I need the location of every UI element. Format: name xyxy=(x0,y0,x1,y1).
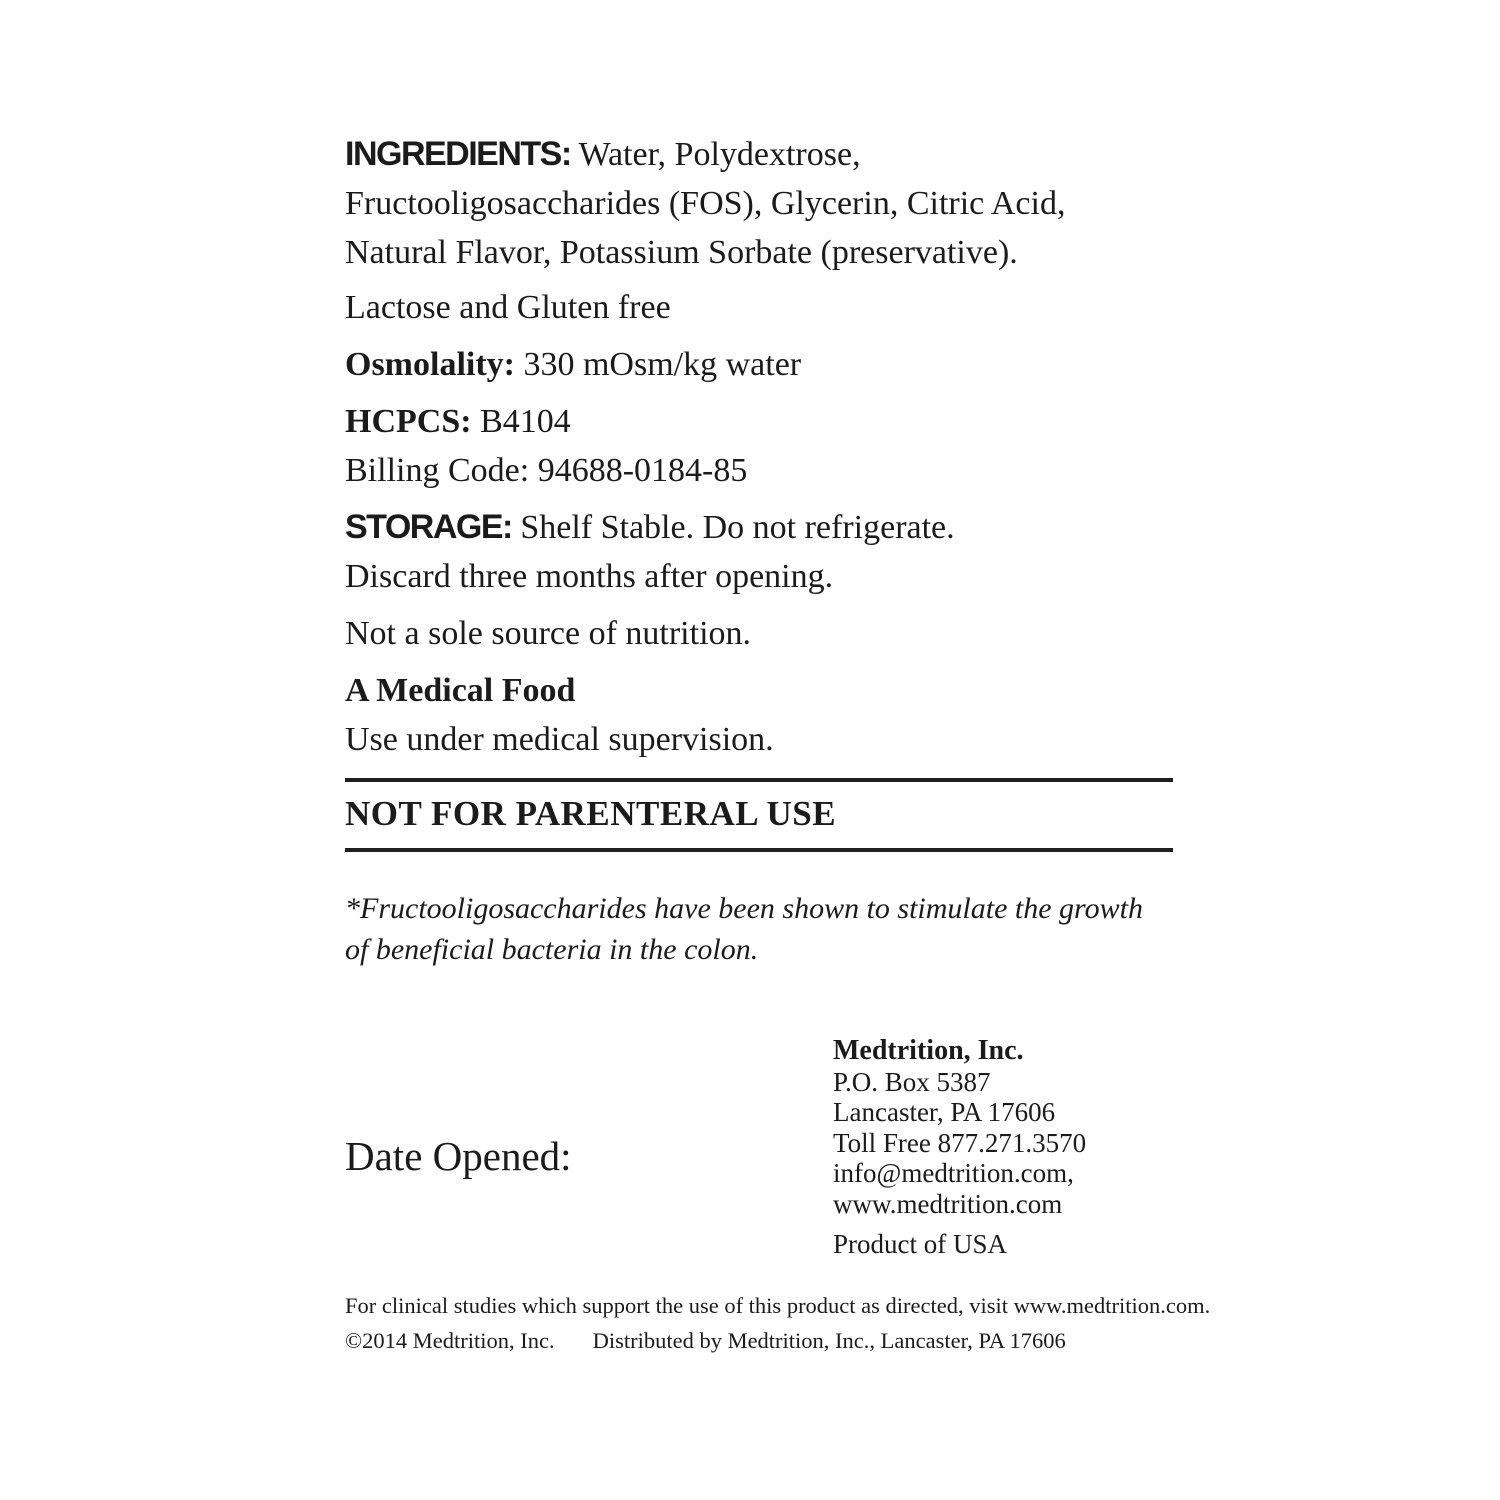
allergen-statement: Lactose and Gluten free xyxy=(345,289,671,326)
osmolality-value: 330 mOsm/kg water xyxy=(523,346,802,383)
company-website-line: www.medtrition.com xyxy=(833,1188,1063,1219)
storage-heading: STORAGE: xyxy=(345,508,512,546)
storage-section xyxy=(345,503,1173,601)
storage-text-1: Shelf Stable. Do not refrigerate. xyxy=(520,509,955,546)
fos-footnote-line-1: *Fructooligosaccharides have been shown to stimulate the growth xyxy=(345,892,1143,925)
company-name: Medtrition, Inc. xyxy=(833,1035,1024,1066)
billing-code-value: 94688-0184-85 xyxy=(537,452,748,489)
ingredients-text-1: Water, Polydextrose, xyxy=(578,136,861,173)
divider-top xyxy=(345,778,1173,782)
clinical-studies-line: For clinical studies which support the use of this product as directed, visit www.medtrition.com. xyxy=(345,1293,1211,1318)
ingredients-line-2: Fructooligosaccharides (FOS), Glycerin, Citric Acid, xyxy=(345,185,1066,222)
copyright-distribution-line xyxy=(345,1323,1210,1358)
parenteral-banner: NOT FOR PARENTERAL USE xyxy=(345,794,837,833)
ingredients-line-1 xyxy=(345,130,1173,179)
ingredients-heading: INGREDIENTS: xyxy=(345,135,571,173)
osmolality-heading: Osmolality: xyxy=(345,346,515,383)
ingredients-line-3: Natural Flavor, Potassium Sorbate (preservative). xyxy=(345,234,1018,271)
date-opened-label: Date Opened: xyxy=(345,1133,572,1179)
product-origin: Product of USA xyxy=(833,1229,1007,1259)
medical-supervision-line: Use under medical supervision. xyxy=(345,721,774,758)
company-address-line: P.O. Box 5387 xyxy=(833,1066,991,1097)
hcpcs-line xyxy=(345,397,1173,446)
osmolality-line xyxy=(345,340,1173,389)
divider-bottom xyxy=(345,848,1173,852)
copyright-text: ©2014 Medtrition, Inc. xyxy=(345,1328,555,1353)
billing-section xyxy=(345,397,1173,495)
medical-food-heading: A Medical Food xyxy=(345,672,576,709)
hcpcs-value: B4104 xyxy=(480,403,571,440)
billing-code-line xyxy=(345,446,1173,495)
storage-line-1 xyxy=(345,503,1173,552)
company-phone-line: Toll Free 877.271.3570 xyxy=(833,1127,1087,1158)
hcpcs-heading: HCPCS: xyxy=(345,403,472,440)
company-address-line: Lancaster, PA 17606 xyxy=(833,1097,1056,1127)
ingredients-section xyxy=(345,130,1173,277)
fos-footnote xyxy=(345,888,1173,970)
medical-food-section xyxy=(345,666,1173,764)
distributed-by-text: Distributed by Medtrition, Inc., Lancaster, PA 17606 xyxy=(592,1328,1066,1353)
billing-code-heading: Billing Code: xyxy=(345,452,530,489)
sole-source-note: Not a sole source of nutrition. xyxy=(345,615,752,652)
company-block xyxy=(833,1036,1086,1260)
storage-line-2: Discard three months after opening. xyxy=(345,558,834,595)
fos-footnote-line-2: of beneficial bacteria in the colon. xyxy=(345,933,759,966)
label-main-text-column xyxy=(345,130,1173,970)
footer-block xyxy=(345,1288,1210,1358)
company-email-line: info@medtrition.com, xyxy=(833,1158,1074,1188)
